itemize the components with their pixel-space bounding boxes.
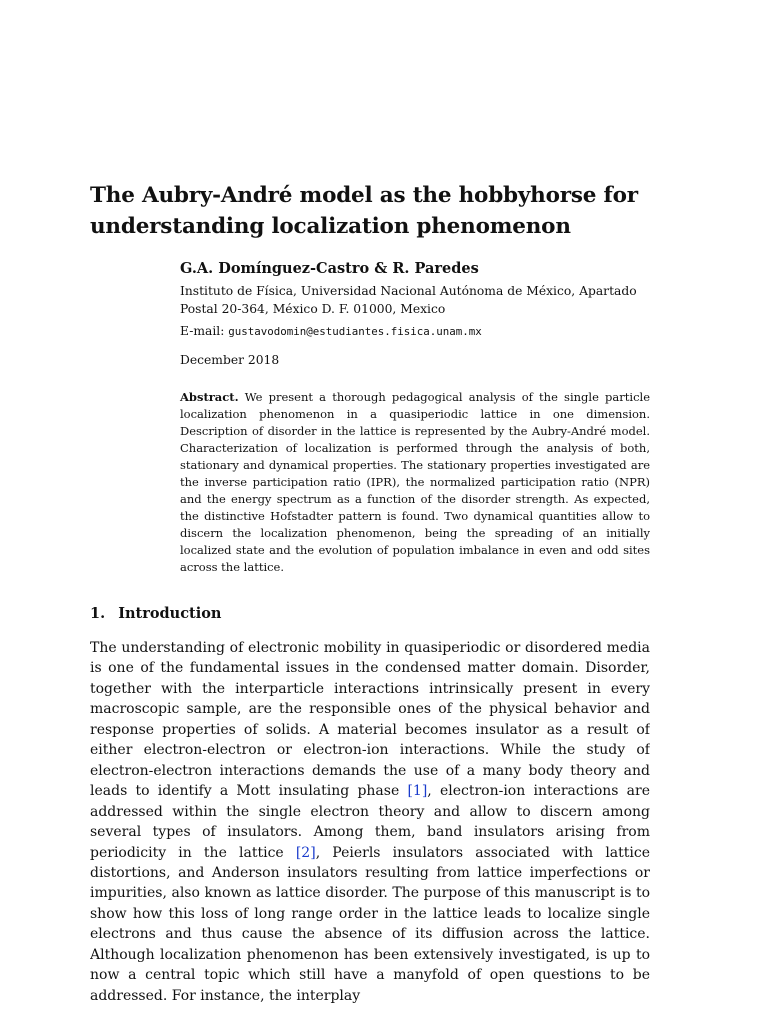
body-text-part-3: , Peierls insulators associated with lattice distortions, and Anderson insulators resulting from lattice imperfections or impurities, also known as lattice disorder. The purpose of this manuscript is to show how this loss of long range order in the lattice leads to localize single electrons and thus cause the absence of its diffusion across the lattice. Although localization phenomenon has been extensively investigated, is up to now a central topic which still have a manyfold of open questions to be addressed. For instance, the interplay bbox=[90, 844, 650, 1004]
section-number: 1. bbox=[90, 605, 106, 622]
paper-date: December 2018 bbox=[180, 353, 280, 367]
abstract-label: Abstract. bbox=[180, 390, 239, 404]
section-title: Introduction bbox=[118, 605, 222, 622]
abstract bbox=[180, 389, 650, 577]
email-address: gustavodomin@estudiantes.fisica.unam.mx bbox=[228, 325, 482, 338]
citation-link-1[interactable]: [1] bbox=[407, 783, 428, 800]
paper-authors: G.A. Domínguez-Castro & R. Paredes bbox=[180, 260, 479, 277]
citation-link-2[interactable]: [2] bbox=[295, 844, 316, 861]
introduction-body bbox=[90, 638, 650, 1010]
abstract-text: We present a thorough pedagogical analysis of the single particle localization phenomenon in a quasiperiodic lattice in one dimension. Description of disorder in the lattice is represented by the Aubry-André model. Characterization of localization is performed through the analysis of both, stationary and dynamical properties. The stationary properties investigated are the inverse participation ratio (IPR), the normalized participation ratio (NPR) and the energy spectrum as a function of the disorder strength. As expected, the distinctive Hofstadter pattern is found. Two dynamical quantities allow to discern the localization phenomenon, being the spreading of an initially localized state and the evolution of population imbalance in even and odd sites across the lattice. bbox=[180, 390, 650, 575]
author-affiliation: Instituto de Física, Universidad Nacional Autónoma de México, Apartado Postal 20-364, México D. F. 01000, Mexico bbox=[180, 284, 637, 316]
body-text-part-2: , electron-ion interactions are addressed within the single electron theory and allow to discern among several types of insulators. Among them, band insulators arising from periodicity in the lattice bbox=[90, 783, 650, 861]
paper-title: The Aubry-André model as the hobbyhorse for understanding localization phenomenon bbox=[90, 183, 638, 239]
body-text-part-1: The understanding of electronic mobility in quasiperiodic or disordered media is one of the fundamental issues in the condensed matter domain. Disorder, together with the interparticle interactions intrinsically present in every macroscopic sample, are the responsible ones of the physical behavior and response properties of solids. A material becomes insulator as a result of either electron-electron or electron-ion interactions. While the study of electron-electron interactions demands the use of a many body theory and leads to identify a Mott insulating phase bbox=[90, 640, 650, 800]
introduction-paragraph bbox=[90, 638, 650, 1006]
email-label: E-mail: bbox=[180, 324, 225, 338]
contact-email bbox=[180, 322, 650, 341]
section-heading-introduction bbox=[90, 605, 221, 622]
